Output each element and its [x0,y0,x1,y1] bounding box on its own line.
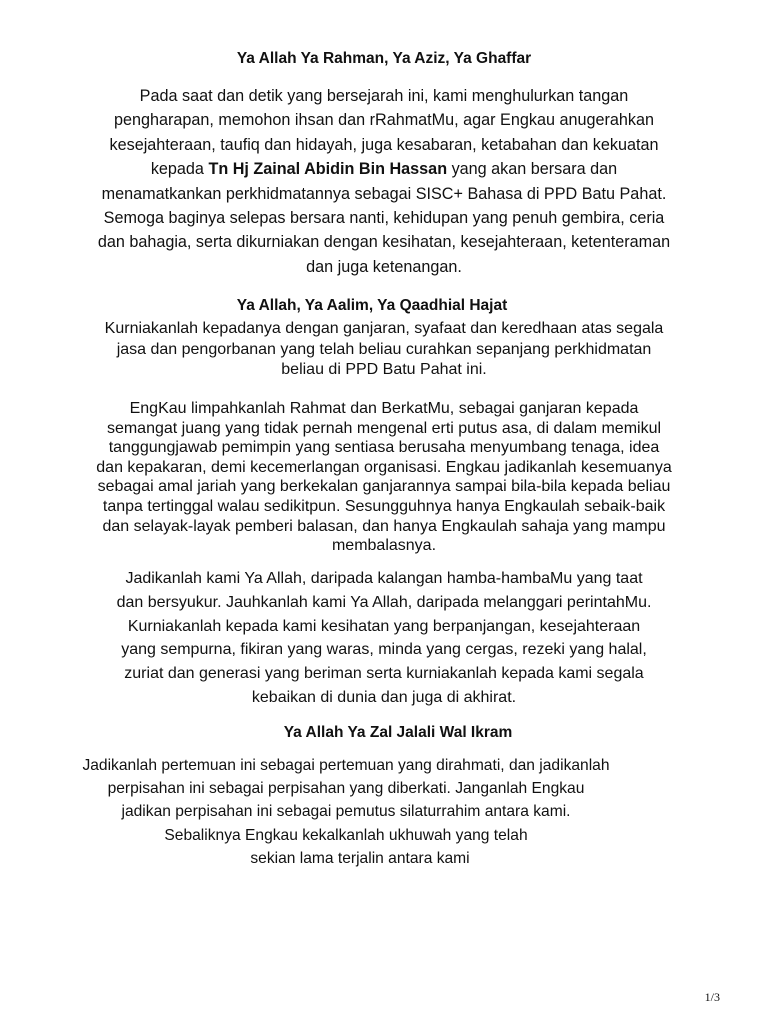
paragraph-line: Sebaliknya Engkau kekalkanlah ukhuwah yang telah [164,826,528,844]
paragraph-line: dan bersyukur. Jauhkanlah kami Ya Allah, daripada melanggari perintahMu. [116,593,652,611]
paragraph-line: Jadikanlah kami Ya Allah, daripada kalangan hamba-hambaMu yang taat [125,570,643,587]
paragraph-text: yang akan bersara dan [451,160,618,179]
page-number: 1/3 [704,990,720,1004]
paragraph-line: jadikan perpisahan ini sebagai pemutus silaturrahim antara kami. [121,803,571,821]
paragraph-line: Pada saat dan detik yang bersejarah ini, kami menghulurkan tangan [139,87,629,105]
paragraph-line: jasa dan pengorbanan yang telah beliau curahkan sepanjang perkhidmatan [116,340,652,358]
paragraph-line: tanpa tertinggal walau sedikitpun. Sesungguhnya hanya Engkaulah sebaik-baik [102,497,666,515]
paragraph-line-with-name [40,157,728,181]
paragraph-line: EngKau limpahkanlah Rahmat dan BerkatMu, sebagai ganjaran kepada [129,400,639,417]
paragraph-line: Kurniakanlah kepada kami kesihatan yang berpanjangan, kesejahteraan [127,617,641,635]
paragraph-line: Kurniakanlah kepadanya dengan ganjaran, syafaat dan keredhaan atas segala [104,320,664,337]
paragraph-text: kepada [150,160,204,179]
paragraph-line: dan kepakaran, demi kecemerlangan organisasi. Engkau jadikanlah kesemuanya [96,458,672,476]
paragraph-line: dan selayak-layak pemberi balasan, dan hanya Engkaulah sahaja yang mampu [102,517,666,535]
paragraph-line: zuriat dan generasi yang beriman serta kurniakanlah kepada kami segala [124,665,644,683]
paragraph-line: Semoga baginya selepas bersara nanti, kehidupan yang penuh gembira, ceria [103,209,665,228]
paragraph-blessing [40,399,728,556]
paragraph-servants [40,567,728,710]
paragraph-line: kebaikan di dunia dan juga di akhirat. [251,688,517,706]
retiree-name: Tn Hj Zainal Abidin Bin Hassan [208,160,448,179]
paragraph-line: membalasnya. [331,537,437,555]
paragraph-line: dan juga ketenangan. [306,257,462,276]
paragraph-line: menamatkankan perkhidmatannya sebagai SISC+ Bahasa di PPD Batu Pahat. [101,184,667,203]
heading-rahman: Ya Allah Ya Rahman, Ya Aziz, Ya Ghaffar [236,50,532,67]
paragraph-line: beliau di PPD Batu Pahat ini. [281,361,487,378]
paragraph-line: semangat juang yang tidak pernah mengenal erti putus asa, di dalam memikul [106,419,662,437]
paragraph-line: dan bahagia, serta dikurniakan dengan kesihatan, kesejahteraan, ketenteraman [97,233,671,252]
paragraph-line: tanggungjawab pemimpin yang sentiasa berusaha menyumbang tenaga, idea [108,439,660,457]
paragraph-line: perpisahan ini sebagai perpisahan yang diberkati. Janganlah Engkau [107,780,585,798]
heading-ikram: Ya Allah Ya Zal Jalali Wal Ikram [283,724,513,741]
paragraph-farewell [2,754,690,870]
paragraph-line: yang sempurna, fikiran yang waras, minda yang cergas, rezeki yang halal, [121,641,647,659]
paragraph-line: Jadikanlah pertemuan ini sebagai pertemuan yang dirahmati, dan jadikanlah [82,757,610,774]
paragraph-opening [40,84,728,279]
paragraph-line: pengharapan, memohon ihsan dan rRahmatMu, agar Engkau anugerahkan [114,111,654,130]
paragraph-line: kesejahteraan, taufiq dan hidayah, juga kesabaran, ketabahan dan kekuatan [109,135,659,154]
paragraph-line: sebagai amal jariah yang berkekalan ganjarannya sampai bila-bila kepada beliau [97,478,671,496]
paragraph-line: sekian lama terjalin antara kami [250,849,470,867]
paragraph-reward [40,319,728,381]
heading-aalim: Ya Allah, Ya Aalim, Ya Qaadhial Hajat [236,297,508,314]
